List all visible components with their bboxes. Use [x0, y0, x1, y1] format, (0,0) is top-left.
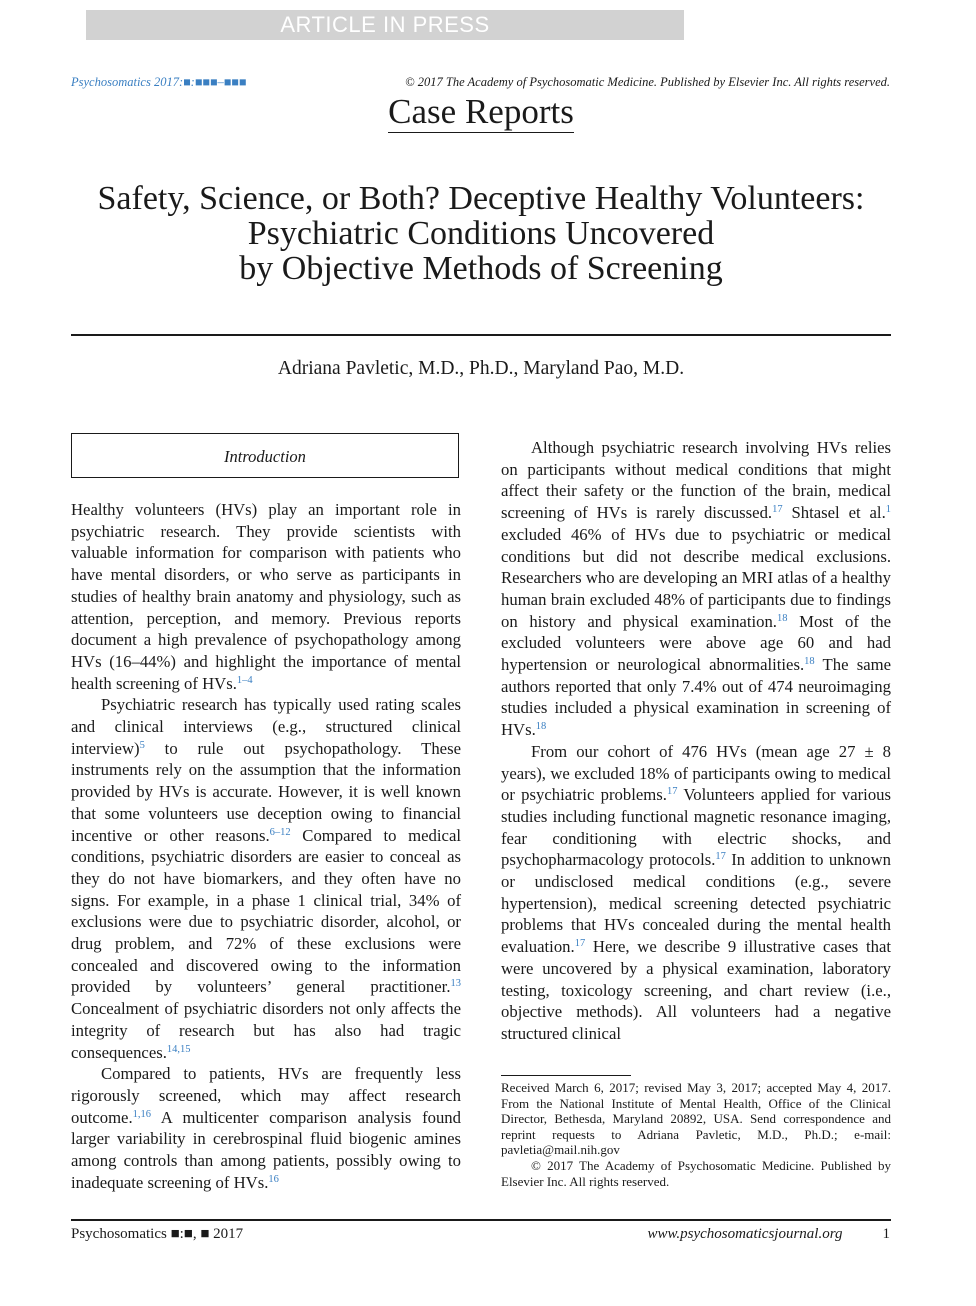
section-type-heading — [0, 90, 962, 134]
text-run: Although psychiatric research involving HVs relies on participants without medical conditions that might affect their safety or the function of the brain, medical screening of HVs is rarely discussed. — [501, 438, 891, 523]
body-column-right — [501, 437, 891, 1045]
text-run: The same authors reported that only 7.4% out of 474 neuroimaging studies included a physical examination in screening of HVs. — [501, 655, 891, 740]
citation-link[interactable]: 18 — [535, 721, 547, 733]
footer-journal-issue: Psychosomatics ■:■, ■ 2017 — [71, 1226, 244, 1242]
text-run: Compared to patients, HVs are frequently less rigorously screened, which may affect research outcome. — [71, 1064, 461, 1127]
title-line: Safety, Science, or Both? Deceptive Healthy Volunteers: — [97, 180, 865, 217]
text-run: A multicenter comparison analysis found larger variability in cerebrospinal fluid biogenic amines among controls than among patients, possibly owing to inadequate screening of HVs. — [71, 1107, 461, 1192]
article-footnote — [501, 1080, 891, 1189]
citation-link[interactable]: 17 — [715, 851, 726, 863]
journal-reference-link[interactable]: Psychosomatics 2017:■:■■■–■■■ — [71, 75, 247, 89]
footer-divider — [71, 1219, 891, 1221]
text-run: Most of the excluded volunteers were above age 60 and had hypertension or neurological abnormalities. — [501, 611, 891, 675]
article-title — [40, 181, 922, 286]
text-run: to rule out psychopathology. These instruments rely on the assumption that the information provided by HVs is accurate. However, it is well known that some volunteers use deception owing to financial incentive or other reasons. — [71, 738, 461, 845]
text-run: Here, we describe 9 illustrative cases that were uncovered by a physical examination, laboratory testing, toxicology screening, and chart review (i.e., objective methods). All volunteers had a negative structured clinical — [501, 937, 891, 1043]
body-paragraph — [501, 741, 891, 1045]
citation-link[interactable]: 17 — [666, 786, 678, 798]
citation-link[interactable]: 17 — [574, 938, 586, 950]
citation-link[interactable]: 5 — [139, 739, 145, 751]
body-paragraph — [71, 499, 461, 694]
title-line: by Objective Methods of Screening — [239, 250, 723, 287]
text-run: Psychiatric research has typically used rating scales and clinical interviews (e.g., structured clinical interview) — [71, 695, 461, 758]
citation-link[interactable]: 6–12 — [269, 826, 291, 838]
text-run: Compared to medical conditions, psychiatric disorders are easier to conceal as they do not have biomarkers, and they often have no signs. For example, in a phase 1 clinical trial, 34% of exclusions were due to psychiatric disorder, alcohol, or drug problem, and 72% of these exclusions were concealed and discovered owing to the information provided by volunteers’ general practitioner. — [71, 825, 461, 997]
footnote-copyright: © 2017 The Academy of Psychosomatic Medicine. Published by Elsevier Inc. All rights reserved. — [501, 1157, 891, 1189]
text-run: In addition to unknown or undisclosed medical conditions (e.g., severe hypertension), medical screening detected psychiatric problems that HVs concealed during the mental health evaluation. — [501, 850, 891, 957]
body-paragraph — [71, 694, 461, 1063]
footer-right — [647, 1226, 890, 1243]
text-run: Shtasel et al. — [782, 503, 886, 523]
section-type-label: Case Reports — [388, 92, 574, 131]
body-paragraph — [501, 437, 891, 741]
body-paragraph — [71, 1063, 461, 1193]
text-run: excluded 46% of HVs due to psychiatric or medical conditions but did not describe medical exclusions. Researchers who are developing an MRI atlas of a healthy human brain excluded 48% of participants due to findings on history and physical examination. — [501, 524, 891, 631]
citation-link[interactable]: 18 — [776, 612, 788, 624]
section-heading-introduction: Introduction — [71, 433, 459, 478]
author-list: Adriana Pavletic, M.D., Ph.D., Maryland Pao, M.D. — [277, 358, 685, 379]
article-in-press-banner: ARTICLE IN PRESS — [86, 10, 684, 40]
citation-link[interactable]: 13 — [450, 978, 461, 990]
citation-link[interactable]: 1–4 — [236, 674, 253, 686]
citation-link[interactable]: 1,16 — [132, 1108, 152, 1120]
text-run: From our cohort of 476 HVs (mean age 27 ± 8 years), we excluded 18% of participants owing to medical or psychiatric problems. — [501, 741, 891, 805]
citation-link[interactable]: 16 — [268, 1173, 279, 1185]
title-line: Psychiatric Conditions Uncovered — [247, 215, 715, 252]
journal-website-link[interactable]: www.psychosomaticsjournal.org — [647, 1226, 843, 1242]
citation-link[interactable]: 14,15 — [166, 1043, 191, 1055]
received-correspondence-note: Received March 6, 2017; revised May 3, 2017; accepted May 4, 2017. From the National Institute of Mental Health, Office of the Clinical Director, Bethesda, Maryland 20892, USA. Send correspondence and reprint requests to Adriana Pavletic, M.D., Ph.D.; e-mail: pavletia@mail.nih.gov — [501, 1080, 891, 1158]
title-divider — [71, 334, 891, 336]
text-run: Concealment of psychiatric disorders not only affects the integrity of research but has also had tragic consequences. — [71, 999, 461, 1062]
footnote-divider — [501, 1075, 631, 1076]
text-run: Healthy volunteers (HVs) play an important role in psychiatric research. They provide scientists with valuable information for comparison with patients who have mental disorders, or who serve as participants in studies of healthy brain anatomy and physiology, such as attention, perception, and memory. Previous reports document a high prevalence of psychopathology among HVs (16–44%) and highlight the importance of mental health screening of HVs. — [71, 500, 461, 693]
citation-link[interactable]: 18 — [804, 656, 815, 668]
citation-link[interactable]: 1 — [885, 504, 891, 516]
header-copyright: © 2017 The Academy of Psychosomatic Medicine. Published by Elsevier Inc. All rights reserved. — [405, 75, 890, 89]
page-number: 1 — [882, 1226, 890, 1242]
text-run: Volunteers applied for various studies including functional magnetic resonance imaging, fear conditioning with electric shocks, and psychopharmacology protocols. — [501, 785, 891, 870]
body-column-left — [71, 499, 461, 1194]
citation-link[interactable]: 17 — [772, 504, 783, 516]
